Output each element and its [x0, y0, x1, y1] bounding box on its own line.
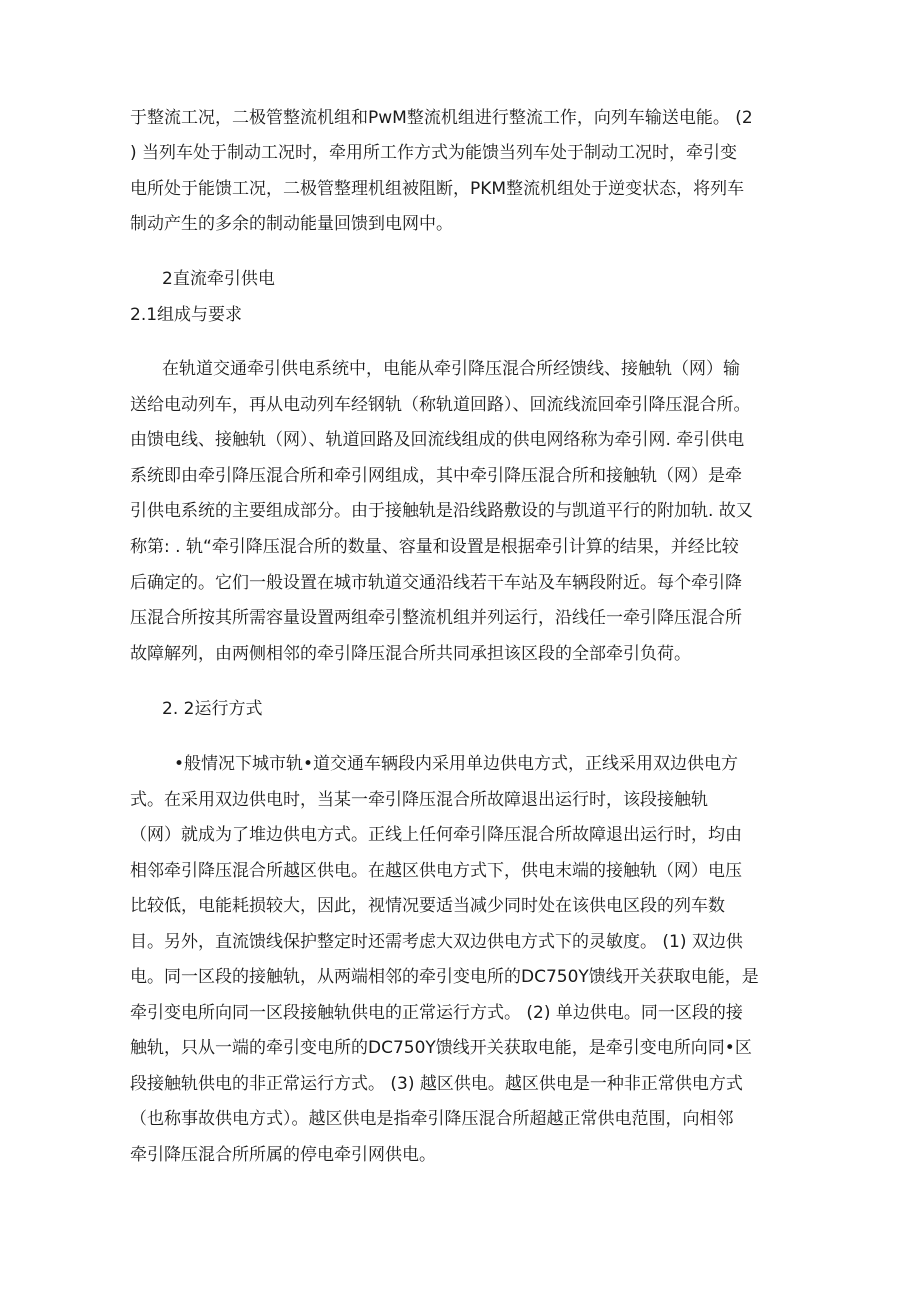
para2-line-1: 在轨道交通牵引供电系统中，电能从牵引降压混合所经馈线、接触轨（网）输	[162, 359, 740, 379]
section-heading-2: 2直流牵引供电	[162, 269, 275, 289]
para2-line-2: 送给电动列车，再从电动列车经钢轨（称轨道回路）、回流线流回牵引降压混合所。	[130, 395, 751, 415]
para3-line-7: 电。同一区段的接触轨，从两端相邻的牵引变电所的DC750Y馈线开关获取电能，是	[130, 967, 759, 987]
para3-line-8: 牵引变电所向同一区段接触轨供电的正常运行方式。 (2) 单边供电。同一区段的接	[130, 1003, 743, 1023]
para1-line-2: ) 当列车处于制动工况时，牵用所工作方式为能馈当列车处于制动工况时，牵引变	[130, 143, 738, 163]
para2-line-9: 故障解列，由两侧相邻的牵引降压混合所共同承担该区段的全部牵引负荷。	[130, 644, 691, 664]
para2-line-8: 压混合所按其所需容量设置两组牵引整流机组并列运行，沿线任一牵引降压混合所	[130, 608, 742, 628]
para3-line-2: 式。在采用双边供电时，当某一牵引降压混合所故障退出运行时，该段接触轨	[130, 790, 708, 810]
para3-line-10: 段接触轨供电的非正常运行方式。 (3) 越区供电。越区供电是一种非正常供电方式	[130, 1074, 743, 1094]
para3-line-1: •般情况下城市轨•道交通车辆段内采用单边供电方式，正线采用双边供电方	[174, 754, 739, 774]
section-heading-2-1: 2.1组成与要求	[130, 305, 243, 325]
para3-line-5: 比较低，电能耗损较大，因此，视情况要适当减少同时处在该供电区段的列车数	[130, 896, 725, 916]
para2-line-7: 后确定的。它们一般设置在城市轨道交通沿线若干车站及车辆段附近。每个牵引降	[130, 573, 742, 593]
para3-line-3: （网）就成为了堆边供电方式。正线上任何牵引降压混合所故障退出运行时，均由	[130, 825, 742, 845]
para3-line-9: 触轨，只从一端的牵引变电所的DC750Y馈线开关获取电能，是牵引变电所向同•区	[130, 1038, 752, 1058]
para2-line-4: 系统即由牵引降压混合所和牵引网组成，其中牵引降压混合所和接触轨（网）是牵	[130, 466, 742, 486]
para3-line-12: 牵引降压混合所所属的停电牵引网供电。	[130, 1145, 436, 1165]
para3-line-4: 相邻牵引降压混合所越区供电。在越区供电方式下，供电末端的接触轨（网）电压	[130, 861, 742, 881]
section-heading-2-2: 2. 2运行方式	[162, 699, 263, 719]
para2-line-6: 称第: . 轨“牵引降压混合所的数量、容量和设置是根据牵引计算的结果，并经比较	[130, 537, 739, 557]
para3-line-11: （也称事故供电方式）。越区供电是指牵引降压混合所超越正常供电范围，向相邻	[130, 1109, 734, 1129]
para2-line-5: 引供电系统的主要组成部分。由于接触轨是沿线路敷设的与凯道平行的附加轨. 故又	[130, 501, 753, 521]
para1-line-3: 电所处于能馈工况，二极管整理机组被阻断，PKM整流机组处于逆变状态，将列车	[130, 179, 745, 199]
para2-line-3: 由馈电线、接触轨（网）、轨道回路及回流线组成的供电网络称为牵引网. 牵引供电	[130, 430, 745, 450]
para3-line-6: 目。另外，直流馈线保护整定时还需考虑大双边供电方式下的灵敏度。 (1) 双边供	[130, 932, 743, 952]
para1-line-4: 制动产生的多余的制动能量回馈到电网中。	[130, 214, 453, 234]
para1-line-1: 于整流工况，二极管整流机组和PwM整流机组进行整流工作，向列车输送电能。 (2	[130, 108, 753, 128]
